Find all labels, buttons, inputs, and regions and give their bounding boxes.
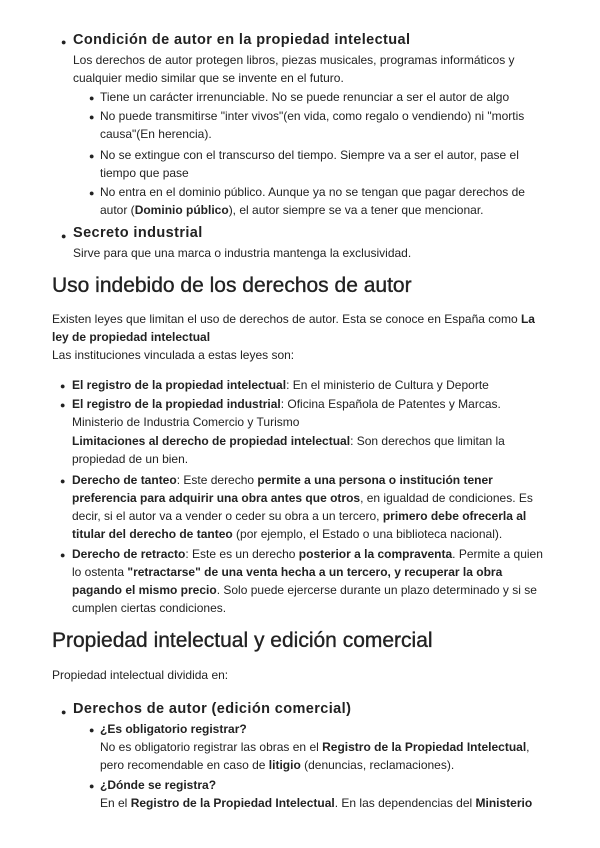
list-item: pagando el mismo precio. Solo puede ejercerse durante un plazo determinado y si se bbox=[72, 583, 537, 597]
list-item: cumplen ciertas condiciones. bbox=[72, 601, 227, 615]
list-item: Derecho de tanteo: Este derecho permite a una persona o institución tener bbox=[72, 473, 493, 487]
bullet-icon: ● bbox=[60, 476, 66, 486]
text-line: Propiedad intelectual dividida en: bbox=[52, 668, 229, 682]
bullet-icon: ● bbox=[89, 112, 95, 122]
bullet-icon: ● bbox=[89, 781, 95, 791]
section-title-propiedad: Propiedad intelectual y edición comercial bbox=[52, 629, 433, 652]
item-heading-condicion: Condición de autor en la propiedad intelectual bbox=[73, 32, 411, 48]
text-line: Las instituciones vinculada a estas leyes son: bbox=[52, 348, 295, 362]
list-item: autor (Dominio público), el autor siempre se va a tener que mencionar. bbox=[100, 203, 484, 217]
list-item: pero recomendable en caso de litigio (denuncias, reclamaciones). bbox=[100, 758, 455, 772]
list-item: No puede transmitirse "inter vivos"(en vida, como regalo o vendiendo) ni "mortis bbox=[100, 109, 525, 123]
text-line: ley de propiedad intelectual bbox=[52, 330, 211, 344]
bullet-icon: ● bbox=[60, 400, 66, 410]
list-item: En el Registro de la Propiedad Intelectual. En las dependencias del Ministerio bbox=[100, 796, 533, 810]
list-item: Limitaciones al derecho de propiedad intelectual: Son derechos que limitan la bbox=[72, 434, 505, 448]
list-item: El registro de la propiedad industrial: Oficina Española de Patentes y Marcas. bbox=[72, 397, 501, 411]
list-item: Ministerio de Industria Comercio y Turismo bbox=[72, 415, 300, 429]
list-item: Derecho de retracto: Este es un derecho posterior a la compraventa. Permite a quien bbox=[72, 547, 543, 561]
section-title-uso-indebido: Uso indebido de los derechos de autor bbox=[52, 274, 412, 297]
list-item: No se extingue con el transcurso del tiempo. Siempre va a ser el autor, pase el bbox=[100, 148, 519, 162]
text-line: Los derechos de autor protegen libros, piezas musicales, programas informáticos y bbox=[73, 53, 515, 67]
item-heading-derechos: Derechos de autor (edición comercial) bbox=[73, 701, 352, 717]
bullet-icon: ● bbox=[89, 188, 95, 198]
bullet-icon: ● bbox=[61, 707, 67, 717]
bullet-icon: ● bbox=[60, 381, 66, 391]
list-item: propiedad de un bien. bbox=[72, 452, 189, 466]
list-item: tiempo que pase bbox=[100, 166, 189, 180]
list-item: causa"(En herencia). bbox=[100, 127, 212, 141]
list-item: lo ostenta "retractarse" de una venta hecha a un tercero, y recuperar la obra bbox=[72, 565, 503, 579]
list-item: No entra en el dominio público. Aunque ya no se tengan que pagar derechos de bbox=[100, 185, 525, 199]
list-item: No es obligatorio registrar las obras en el Registro de la Propiedad Intelectual, bbox=[100, 740, 530, 754]
bullet-icon: ● bbox=[89, 725, 95, 735]
bullet-icon: ● bbox=[60, 550, 66, 560]
list-item: decir, si el autor va a vender o ceder su obra a un tercero, primero debe ofrecerla al bbox=[72, 509, 527, 523]
text-line: Existen leyes que limitan el uso de derechos de autor. Esta se conoce en España como La bbox=[52, 312, 535, 326]
list-item: El registro de la propiedad intelectual: En el ministerio de Cultura y Deporte bbox=[72, 378, 489, 392]
list-item: titular del derecho de tanteo (por ejemplo, el Estado o una biblioteca nacional). bbox=[72, 527, 503, 541]
bullet-icon: ● bbox=[61, 231, 67, 241]
question-heading: ¿Es obligatorio registrar? bbox=[100, 722, 247, 736]
text-line: cualquier medio similar que se invente en el futuro. bbox=[73, 71, 344, 85]
bullet-icon: ● bbox=[89, 151, 95, 161]
text-line: Sirve para que una marca o industria mantenga la exclusividad. bbox=[73, 246, 412, 260]
item-heading-secreto: Secreto industrial bbox=[73, 225, 203, 241]
list-item: Tiene un carácter irrenunciable. No se puede renunciar a ser el autor de algo bbox=[100, 90, 510, 104]
list-item: preferencia para adquirir una obra antes que otros, en igualdad de condiciones. Es bbox=[72, 491, 533, 505]
question-heading: ¿Dónde se registra? bbox=[100, 778, 217, 792]
bullet-icon: ● bbox=[89, 93, 95, 103]
bullet-icon: ● bbox=[61, 37, 67, 47]
